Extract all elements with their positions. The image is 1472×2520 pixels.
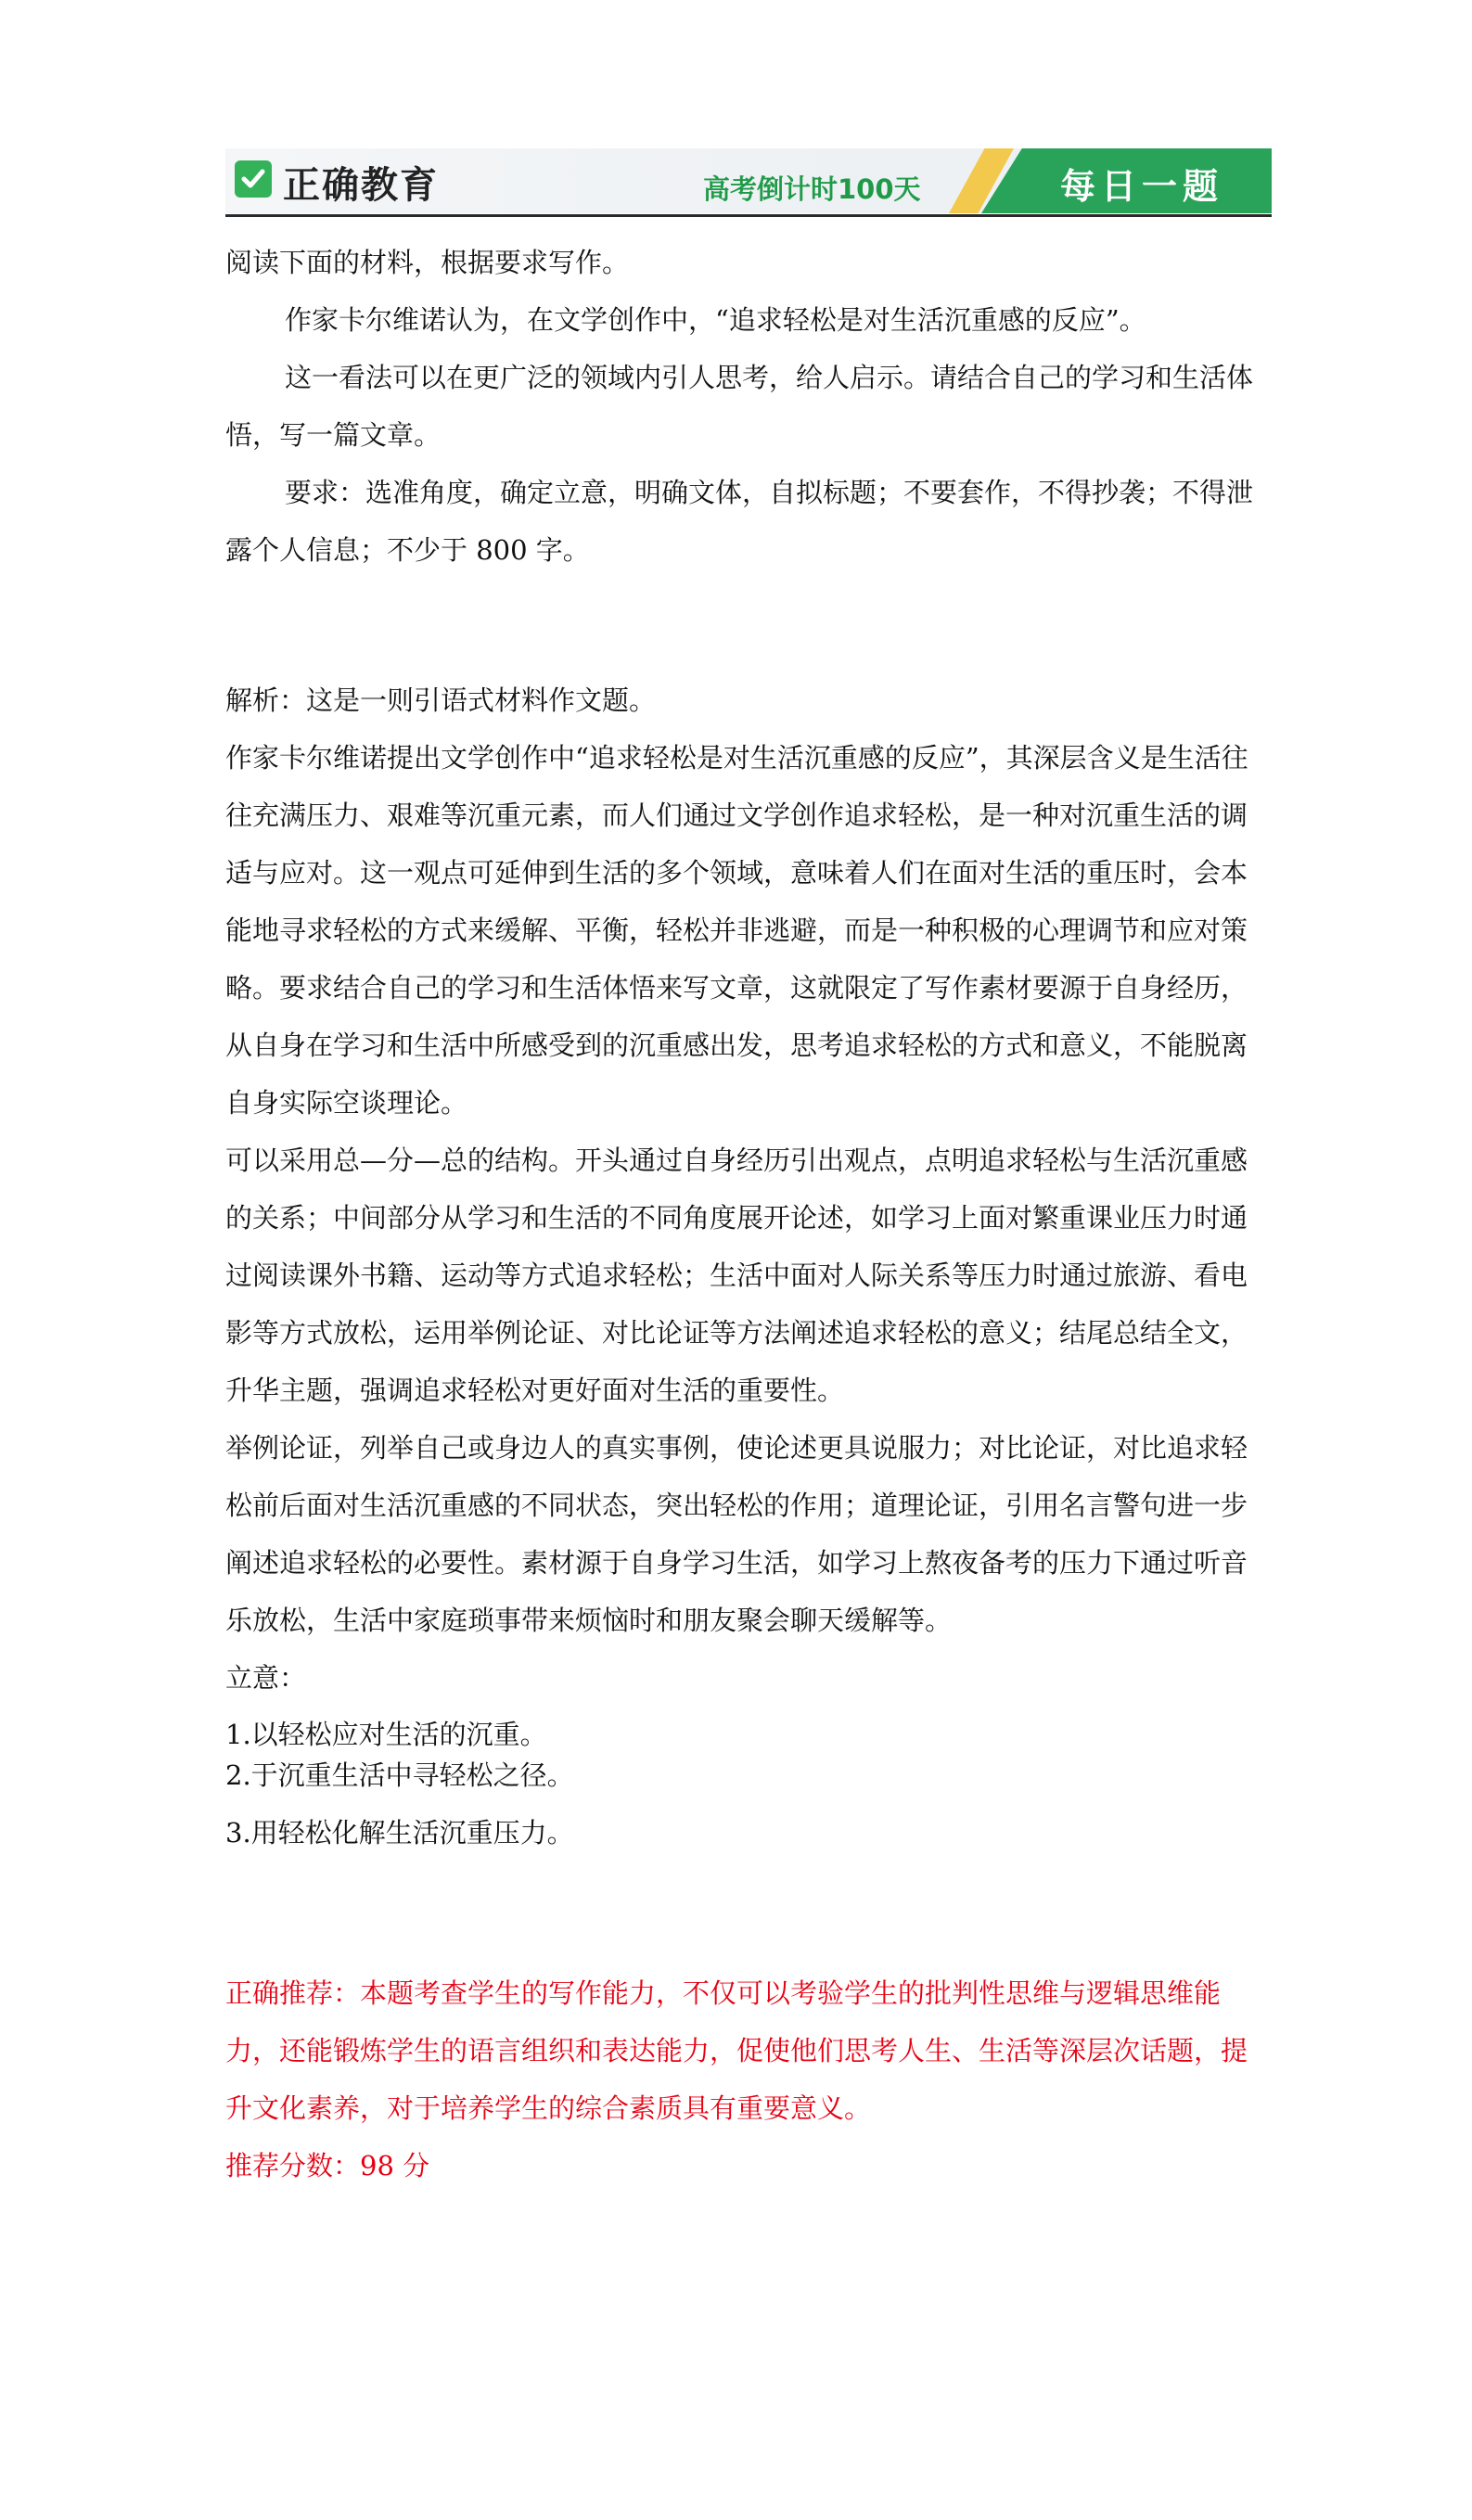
brand-name: 正确教育: [283, 164, 439, 207]
analysis-methods: 举例论证，列举自己或身边人的真实事例，使论述更具说服力；对比论证，对比追求轻松前后面对生活沉重感的不同状态，突出轻松的作用；道理论证，引用名言警句进一步阐述追求轻松的必要性。素材源于自身学习生活，如学习上熬夜备考的压力下通过听音乐放松，生活中家庭琐事带来烦恼时和朋友聚会聊天缓解等。: [225, 1432, 1248, 1636]
recommendation-text: 正确推荐：本题考查学生的写作能力，不仅可以考验学生的批判性思维与逻辑思维能力，还能锻炼学生的语言组织和表达能力，促使他们思考人生、生活等深层次话题，提升文化素养，对于培养学生的综合素质具有重要意义。: [225, 1977, 1248, 2124]
question-requirements: 要求：选准角度，确定立意，明确文体，自拟标题；不要套作，不得抄袭；不得泄露个人信息；不少于 800 字。: [225, 477, 1254, 566]
section-gap: [225, 579, 1264, 672]
check-logo-icon: [235, 160, 272, 198]
header-divider: [225, 214, 1272, 217]
analysis-paragraph: 作家卡尔维诺提出文学创作中“追求轻松是对生活沉重感的反应”，其深层含义是生活往往充满压力、艰难等沉重元素，而人们通过文学创作追求轻松，是一种对沉重生活的调适与应对。这一观点可延伸到生活的多个领域，意味着人们在面对生活的重压时，会本能地寻求轻松的方式来缓解、平衡，轻松并非逃避，而是一种积极的心理调节和应对策略。要求结合自己的学习和生活体悟来写文章，这就限定了写作素材要源于自身经历，从自身在学习和生活中所感受到的沉重感出发，思考追求轻松的方式和意义，不能脱离自身实际空谈理论。: [225, 742, 1248, 1119]
analysis-heading: 解析：这是一则引语式材料作文题。: [225, 684, 657, 716]
document-body: [225, 234, 1264, 2194]
question-prompt: 这一看法可以在更广泛的领域内引人思考，给人启示。请结合自己的学习和生活体悟，写一篇文章。: [225, 362, 1254, 451]
idea-item: 1.以轻松应对生活的沉重。: [225, 1719, 547, 1750]
daily-question-label: 每日一题: [1060, 166, 1224, 207]
ideas-label: 立意：: [225, 1662, 307, 1694]
idea-item: 2.于沉重生活中寻轻松之径。: [225, 1759, 574, 1791]
question-intro: 阅读下面的材料，根据要求写作。: [225, 247, 630, 278]
exam-countdown: 高考倒计时100天: [703, 173, 921, 205]
recommendation-score: 推荐分数：98 分: [225, 2150, 430, 2181]
header-banner: [225, 148, 1272, 213]
analysis-structure: 可以采用总—分—总的结构。开头通过自身经历引出观点，点明追求轻松与生活沉重感的关系；中间部分从学习和生活的不同角度展开论述，如学习上面对繁重课业压力时通过阅读课外书籍、运动等方式追求轻松；生活中面对人际关系等压力时通过旅游、看电影等方式放松，运用举例论证、对比论证等方法阐述追求轻松的意义；结尾总结全文，升华主题，强调追求轻松对更好面对生活的重要性。: [225, 1145, 1248, 1406]
question-quote: 作家卡尔维诺认为，在文学创作中，“追求轻松是对生活沉重感的反应”。: [285, 304, 1146, 336]
idea-item: 3.用轻松化解生活沉重压力。: [225, 1817, 574, 1848]
section-gap: [225, 1853, 1264, 1964]
